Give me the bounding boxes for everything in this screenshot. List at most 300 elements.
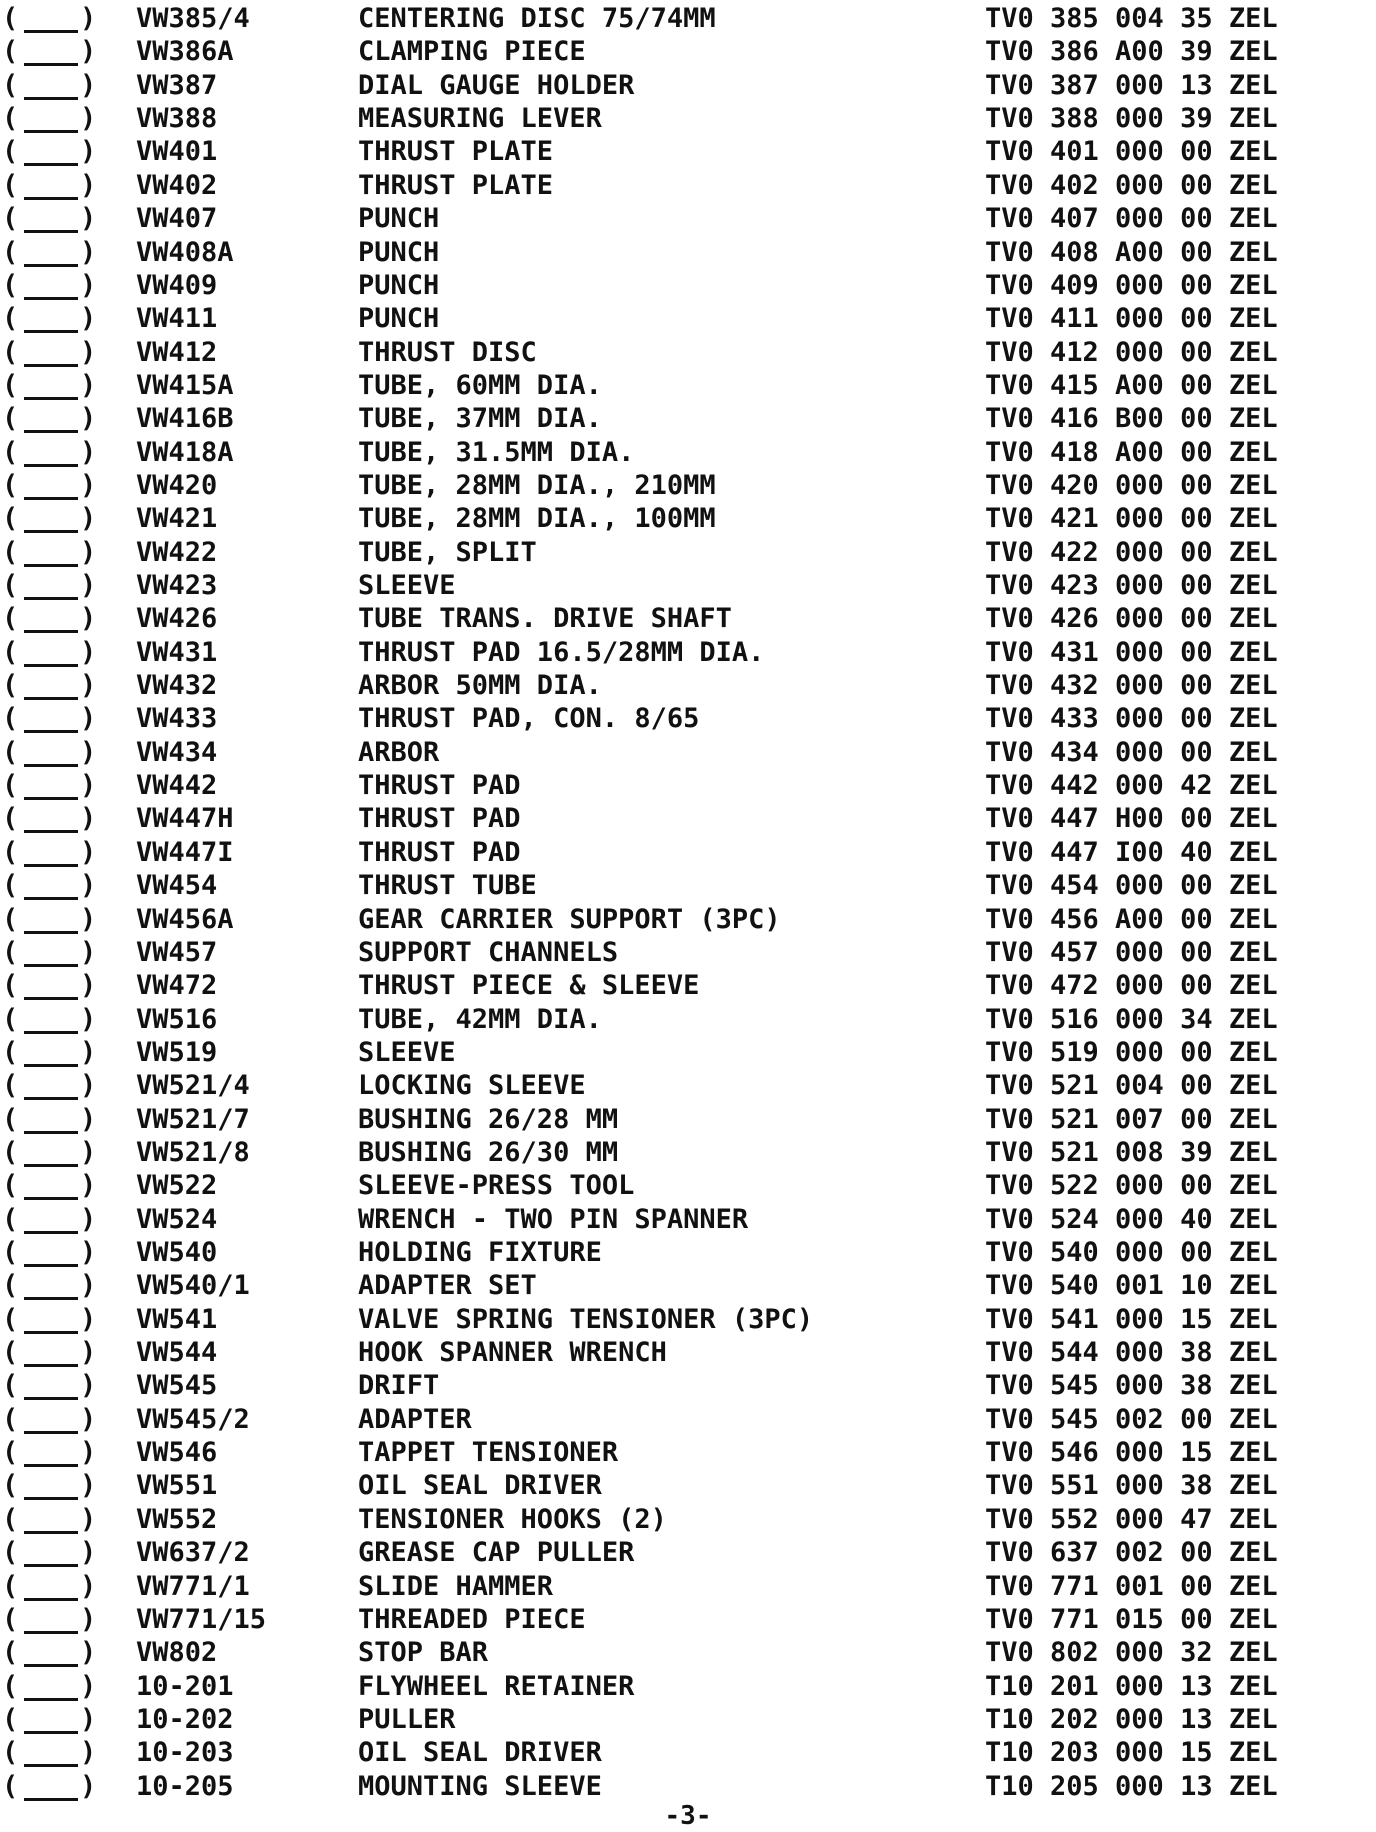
checkbox-line <box>24 1598 78 1601</box>
checkbox-open-paren: ( <box>2 1703 19 1735</box>
checkbox-blank[interactable] <box>2 1169 98 1202</box>
part-number: TV0 457 000 00 ZEL <box>985 936 1278 968</box>
table-row <box>0 836 1376 869</box>
tool-number: VW401 <box>136 136 218 168</box>
tool-number: VW546 <box>136 1437 218 1468</box>
table-row <box>0 1403 1376 1436</box>
checkbox-blank[interactable] <box>2 903 98 936</box>
part-number: TV0 472 000 00 ZEL <box>985 970 1278 1002</box>
part-number: TV0 771 001 00 ZEL <box>985 1570 1278 1602</box>
checkbox-blank[interactable] <box>2 1103 98 1136</box>
checkbox-close-paren: ) <box>80 503 97 535</box>
checkbox-close-paren: ) <box>80 69 97 101</box>
checkbox-open-paren: ( <box>2 69 19 101</box>
tool-description: GREASE CAP PULLER <box>358 1537 635 1569</box>
table-row <box>0 1136 1376 1169</box>
checkbox-open-paren: ( <box>2 1337 19 1368</box>
tool-description: TUBE, 42MM DIA. <box>358 1003 602 1035</box>
tool-number: VW447H <box>136 803 234 835</box>
table-row <box>0 1670 1376 1703</box>
tool-description: THRUST PLATE <box>358 136 554 168</box>
checkbox-blank[interactable] <box>2 1003 98 1036</box>
checkbox-close-paren: ) <box>80 1737 97 1769</box>
checkbox-blank[interactable] <box>2 1503 98 1536</box>
checkbox-line <box>24 1531 78 1534</box>
part-number: TV0 802 000 32 ZEL <box>985 1637 1278 1669</box>
checkbox-close-paren: ) <box>80 1503 97 1535</box>
checkbox-close-paren: ) <box>80 536 97 568</box>
tool-description: TUBE, 37MM DIA. <box>358 403 602 435</box>
checkbox-close-paren: ) <box>80 3 97 34</box>
checkbox-line <box>24 1564 78 1567</box>
checkbox-blank[interactable] <box>2 1469 98 1502</box>
table-row <box>0 1036 1376 1069</box>
part-number: TV0 416 B00 00 ZEL <box>985 403 1278 435</box>
tool-description: STOP BAR <box>358 1637 489 1669</box>
part-number: TV0 637 002 00 ZEL <box>985 1537 1278 1569</box>
checkbox-close-paren: ) <box>80 670 97 701</box>
checkbox-open-paren: ( <box>2 1437 19 1468</box>
checkbox-close-paren: ) <box>80 436 97 468</box>
part-number: TV0 456 A00 00 ZEL <box>985 903 1278 935</box>
checkbox-line <box>24 797 78 800</box>
tool-description: BUSHING 26/28 MM <box>358 1103 619 1135</box>
checkbox-line <box>24 931 78 934</box>
tool-description: WRENCH - TWO PIN SPANNER <box>358 1203 749 1235</box>
checkbox-close-paren: ) <box>80 303 97 335</box>
tool-description: PULLER <box>358 1703 456 1735</box>
checkbox-blank[interactable] <box>2 1636 98 1669</box>
checkbox-line <box>24 964 78 967</box>
checkbox-blank[interactable] <box>2 1703 98 1736</box>
checkbox-line <box>24 730 78 733</box>
checkbox-blank[interactable] <box>2 2 98 35</box>
tool-number: VW418A <box>136 436 234 468</box>
checkbox-open-paren: ( <box>2 1637 19 1669</box>
tool-number: VW423 <box>136 570 218 601</box>
part-number: TV0 408 A00 00 ZEL <box>985 236 1278 268</box>
checkbox-close-paren: ) <box>80 1403 97 1435</box>
part-number: TV0 522 000 00 ZEL <box>985 1170 1278 1202</box>
checkbox-blank[interactable] <box>2 1269 98 1302</box>
checkbox-open-paren: ( <box>2 1737 19 1769</box>
checkbox-line <box>24 197 78 200</box>
checkbox-close-paren: ) <box>80 570 97 601</box>
tool-description: ARBOR <box>358 736 440 768</box>
checkbox-open-paren: ( <box>2 970 19 1002</box>
tool-description: ADAPTER <box>358 1403 472 1435</box>
tool-description: SLIDE HAMMER <box>358 1570 554 1602</box>
checkbox-line <box>24 664 78 667</box>
checkbox-close-paren: ) <box>80 803 97 835</box>
checkbox-open-paren: ( <box>2 870 19 902</box>
checkbox-blank[interactable] <box>2 1369 98 1402</box>
part-number: TV0 422 000 00 ZEL <box>985 536 1278 568</box>
checkbox-blank[interactable] <box>2 1570 98 1603</box>
checkbox-line <box>24 1464 78 1467</box>
table-row <box>0 769 1376 802</box>
tool-number: VW432 <box>136 670 218 701</box>
checkbox-open-paren: ( <box>2 1603 19 1635</box>
checkbox-open-paren: ( <box>2 736 19 768</box>
tool-number: VW402 <box>136 169 218 201</box>
table-row <box>0 802 1376 835</box>
checkbox-blank[interactable] <box>2 1236 98 1269</box>
checkbox-blank[interactable] <box>2 1736 98 1769</box>
tool-description: THRUST PLATE <box>358 169 554 201</box>
checkbox-blank[interactable] <box>2 169 98 202</box>
table-row <box>0 1203 1376 1236</box>
tool-number: 10-202 <box>136 1703 234 1735</box>
checkbox-close-paren: ) <box>80 1170 97 1202</box>
table-row <box>0 736 1376 769</box>
checkbox-close-paren: ) <box>80 469 97 501</box>
checkbox-close-paren: ) <box>80 936 97 968</box>
part-number: TV0 434 000 00 ZEL <box>985 736 1278 768</box>
table-row <box>0 969 1376 1002</box>
part-number: TV0 552 000 47 ZEL <box>985 1503 1278 1535</box>
checkbox-close-paren: ) <box>80 236 97 268</box>
checkbox-blank[interactable] <box>2 269 98 302</box>
part-number: TV0 402 000 00 ZEL <box>985 169 1278 201</box>
tool-description: TUBE, 31.5MM DIA. <box>358 436 635 468</box>
tool-number: VW541 <box>136 1303 218 1335</box>
table-row <box>0 69 1376 102</box>
checkbox-close-paren: ) <box>80 970 97 1002</box>
checkbox-blank[interactable] <box>2 135 98 168</box>
table-row <box>0 1770 1376 1803</box>
tool-number: VW415A <box>136 369 234 401</box>
checkbox-blank[interactable] <box>2 602 98 635</box>
table-row <box>0 1570 1376 1603</box>
checkbox-open-paren: ( <box>2 1670 19 1702</box>
checkbox-blank[interactable] <box>2 302 98 335</box>
checkbox-close-paren: ) <box>80 770 97 802</box>
checkbox-blank[interactable] <box>2 569 98 602</box>
tool-number: VW447I <box>136 836 234 868</box>
checkbox-open-paren: ( <box>2 636 19 668</box>
checkbox-line <box>24 1364 78 1367</box>
checkbox-close-paren: ) <box>80 336 97 368</box>
table-row <box>0 1103 1376 1136</box>
checkbox-close-paren: ) <box>80 1370 97 1402</box>
checkbox-blank[interactable] <box>2 836 98 869</box>
part-number: TV0 540 000 00 ZEL <box>985 1237 1278 1268</box>
checkbox-blank[interactable] <box>2 1536 98 1569</box>
checkbox-blank[interactable] <box>2 1203 98 1236</box>
tool-number: VW545/2 <box>136 1403 250 1435</box>
checkbox-open-paren: ( <box>2 1070 19 1102</box>
checkbox-line <box>24 897 78 900</box>
checkbox-line <box>24 130 78 133</box>
part-number: TV0 544 000 38 ZEL <box>985 1337 1278 1368</box>
checkbox-close-paren: ) <box>80 1703 97 1735</box>
checkbox-open-paren: ( <box>2 369 19 401</box>
page-number: -3- <box>664 1801 712 1831</box>
checkbox-blank[interactable] <box>2 869 98 902</box>
checkbox-line <box>24 1497 78 1500</box>
checkbox-line <box>24 230 78 233</box>
checkbox-open-paren: ( <box>2 403 19 435</box>
table-row <box>0 1269 1376 1302</box>
part-number: TV0 447 H00 00 ZEL <box>985 803 1278 835</box>
checkbox-open-paren: ( <box>2 770 19 802</box>
checkbox-close-paren: ) <box>80 736 97 768</box>
tool-description: ADAPTER SET <box>358 1270 537 1302</box>
checkbox-open-paren: ( <box>2 603 19 635</box>
checkbox-blank[interactable] <box>2 1069 98 1102</box>
checkbox-close-paren: ) <box>80 36 97 68</box>
table-row <box>0 869 1376 902</box>
table-row <box>0 702 1376 735</box>
checkbox-line <box>24 564 78 567</box>
table-row <box>0 236 1376 269</box>
checkbox-close-paren: ) <box>80 369 97 401</box>
tool-number: VW551 <box>136 1470 218 1502</box>
checkbox-open-paren: ( <box>2 1303 19 1335</box>
checkbox-open-paren: ( <box>2 703 19 735</box>
checkbox-blank[interactable] <box>2 702 98 735</box>
checkbox-line <box>24 1698 78 1701</box>
checkbox-blank[interactable] <box>2 502 98 535</box>
table-row <box>0 269 1376 302</box>
checkbox-open-paren: ( <box>2 1170 19 1202</box>
table-row <box>0 636 1376 669</box>
checkbox-blank[interactable] <box>2 469 98 502</box>
table-row <box>0 402 1376 435</box>
checkbox-line <box>24 330 78 333</box>
part-number: TV0 541 000 15 ZEL <box>985 1303 1278 1335</box>
tool-description: ARBOR 50MM DIA. <box>358 670 602 701</box>
tool-description: PUNCH <box>358 203 440 235</box>
checkbox-blank[interactable] <box>2 969 98 1002</box>
checkbox-blank[interactable] <box>2 769 98 802</box>
tool-number: VW416B <box>136 403 234 435</box>
table-row <box>0 1436 1376 1469</box>
checkbox-blank[interactable] <box>2 35 98 68</box>
table-row <box>0 1736 1376 1769</box>
tool-number: VW516 <box>136 1003 218 1035</box>
table-row <box>0 35 1376 68</box>
checkbox-open-paren: ( <box>2 436 19 468</box>
checkbox-close-paren: ) <box>80 1337 97 1368</box>
checkbox-line <box>24 1731 78 1734</box>
part-number: TV0 388 000 39 ZEL <box>985 103 1278 135</box>
tool-number: VW771/1 <box>136 1570 250 1602</box>
part-number: TV0 420 000 00 ZEL <box>985 469 1278 501</box>
checkbox-blank[interactable] <box>2 636 98 669</box>
checkbox-close-paren: ) <box>80 169 97 201</box>
tool-number: VW387 <box>136 69 218 101</box>
tool-number: VW524 <box>136 1203 218 1235</box>
table-row <box>0 1536 1376 1569</box>
checkbox-line <box>24 430 78 433</box>
checkbox-blank[interactable] <box>2 1403 98 1436</box>
checkbox-blank[interactable] <box>2 736 98 769</box>
tool-number: VW771/15 <box>136 1603 267 1635</box>
part-number: TV0 519 000 00 ZEL <box>985 1036 1278 1068</box>
part-number: TV0 545 000 38 ZEL <box>985 1370 1278 1402</box>
checkbox-blank[interactable] <box>2 1436 98 1469</box>
table-row <box>0 1369 1376 1402</box>
checkbox-blank[interactable] <box>2 802 98 835</box>
checkbox-open-paren: ( <box>2 269 19 301</box>
tool-description: CENTERING DISC 75/74MM <box>358 3 716 34</box>
table-row <box>0 936 1376 969</box>
checkbox-close-paren: ) <box>80 1103 97 1135</box>
checkbox-line <box>24 464 78 467</box>
part-number: TV0 418 A00 00 ZEL <box>985 436 1278 468</box>
checkbox-line <box>24 830 78 833</box>
part-number: TV0 385 004 35 ZEL <box>985 3 1278 34</box>
checkbox-line <box>24 30 78 33</box>
part-number: TV0 516 000 34 ZEL <box>985 1003 1278 1035</box>
part-number: TV0 387 000 13 ZEL <box>985 69 1278 101</box>
part-number: TV0 426 000 00 ZEL <box>985 603 1278 635</box>
checkbox-blank[interactable] <box>2 1336 98 1369</box>
checkbox-close-paren: ) <box>80 1537 97 1569</box>
checkbox-blank[interactable] <box>2 236 98 269</box>
table-row <box>0 1636 1376 1669</box>
checkbox-blank[interactable] <box>2 1770 98 1803</box>
part-number: T10 205 000 13 ZEL <box>985 1770 1278 1802</box>
checkbox-open-paren: ( <box>2 303 19 335</box>
tool-description: SUPPORT CHANNELS <box>358 936 619 968</box>
table-row <box>0 569 1376 602</box>
part-number: TV0 421 000 00 ZEL <box>985 503 1278 535</box>
tool-description: THRUST PAD <box>358 770 521 802</box>
checkbox-blank[interactable] <box>2 369 98 402</box>
checkbox-blank[interactable] <box>2 1136 98 1169</box>
table-row <box>0 469 1376 502</box>
checkbox-close-paren: ) <box>80 1437 97 1468</box>
tool-description: TUBE, 28MM DIA., 100MM <box>358 503 716 535</box>
checkbox-blank[interactable] <box>2 1603 98 1636</box>
checkbox-open-paren: ( <box>2 836 19 868</box>
tool-description: THRUST DISC <box>358 336 537 368</box>
tool-number: VW545 <box>136 1370 218 1402</box>
checkbox-open-paren: ( <box>2 236 19 268</box>
tool-description: VALVE SPRING TENSIONER (3PC) <box>358 1303 814 1335</box>
checkbox-open-paren: ( <box>2 203 19 235</box>
checkbox-blank[interactable] <box>2 436 98 469</box>
table-row <box>0 1603 1376 1636</box>
table-row <box>0 102 1376 135</box>
checkbox-close-paren: ) <box>80 1670 97 1702</box>
checkbox-line <box>24 1097 78 1100</box>
checkbox-close-paren: ) <box>80 1570 97 1602</box>
table-row <box>0 1469 1376 1502</box>
checkbox-close-paren: ) <box>80 1136 97 1168</box>
tool-number: VW521/7 <box>136 1103 250 1135</box>
table-row <box>0 336 1376 369</box>
tool-number: VW522 <box>136 1170 218 1202</box>
part-number: TV0 409 000 00 ZEL <box>985 269 1278 301</box>
checkbox-close-paren: ) <box>80 1770 97 1802</box>
part-number: TV0 521 004 00 ZEL <box>985 1070 1278 1102</box>
part-number: T10 201 000 13 ZEL <box>985 1670 1278 1702</box>
tool-number: VW802 <box>136 1637 218 1669</box>
checkbox-line <box>24 864 78 867</box>
checkbox-open-paren: ( <box>2 803 19 835</box>
checkbox-line <box>24 1264 78 1267</box>
table-row <box>0 903 1376 936</box>
tool-description: SLEEVE-PRESS TOOL <box>358 1170 635 1202</box>
checkbox-close-paren: ) <box>80 103 97 135</box>
checkbox-line <box>24 1664 78 1667</box>
checkbox-close-paren: ) <box>80 1270 97 1302</box>
tool-number: VW442 <box>136 770 218 802</box>
checkbox-close-paren: ) <box>80 1470 97 1502</box>
tool-number: VW407 <box>136 203 218 235</box>
checkbox-blank[interactable] <box>2 336 98 369</box>
checkbox-blank[interactable] <box>2 102 98 135</box>
tool-number: VW540/1 <box>136 1270 250 1302</box>
tool-number: 10-205 <box>136 1770 234 1802</box>
part-number: TV0 386 A00 39 ZEL <box>985 36 1278 68</box>
tool-description: HOLDING FIXTURE <box>358 1237 602 1268</box>
checkbox-close-paren: ) <box>80 903 97 935</box>
tool-description: LOCKING SLEEVE <box>358 1070 586 1102</box>
checkbox-close-paren: ) <box>80 269 97 301</box>
checkbox-line <box>24 1297 78 1300</box>
tool-description: TUBE TRANS. DRIVE SHAFT <box>358 603 732 635</box>
tool-number: VW454 <box>136 870 218 902</box>
table-row <box>0 169 1376 202</box>
table-row <box>0 369 1376 402</box>
table-row <box>0 669 1376 702</box>
checkbox-blank[interactable] <box>2 202 98 235</box>
tool-number: VW412 <box>136 336 218 368</box>
part-number: TV0 442 000 42 ZEL <box>985 770 1278 802</box>
checkbox-blank[interactable] <box>2 1670 98 1703</box>
tool-description: PUNCH <box>358 269 440 301</box>
tool-description: THRUST TUBE <box>358 870 537 902</box>
checkbox-blank[interactable] <box>2 669 98 702</box>
checkbox-line <box>24 297 78 300</box>
tool-description: PUNCH <box>358 303 440 335</box>
checkbox-close-paren: ) <box>80 1637 97 1669</box>
part-number: TV0 411 000 00 ZEL <box>985 303 1278 335</box>
part-number: T10 203 000 15 ZEL <box>985 1737 1278 1769</box>
tool-number: VW431 <box>136 636 218 668</box>
checkbox-open-paren: ( <box>2 1370 19 1402</box>
part-number: TV0 432 000 00 ZEL <box>985 670 1278 701</box>
checkbox-blank[interactable] <box>2 69 98 102</box>
tool-description: HOOK SPANNER WRENCH <box>358 1337 667 1368</box>
part-number: TV0 401 000 00 ZEL <box>985 136 1278 168</box>
tool-number: VW386A <box>136 36 234 68</box>
tool-description: TUBE, SPLIT <box>358 536 537 568</box>
table-row <box>0 2 1376 35</box>
checkbox-line <box>24 997 78 1000</box>
checkbox-open-paren: ( <box>2 1537 19 1569</box>
tool-description: MEASURING LEVER <box>358 103 602 135</box>
checkbox-blank[interactable] <box>2 1303 98 1336</box>
checkbox-blank[interactable] <box>2 1036 98 1069</box>
checkbox-blank[interactable] <box>2 936 98 969</box>
checkbox-open-paren: ( <box>2 1103 19 1135</box>
checkbox-blank[interactable] <box>2 536 98 569</box>
checkbox-line <box>24 163 78 166</box>
checkbox-line <box>24 97 78 100</box>
part-number: TV0 447 I00 40 ZEL <box>985 836 1278 868</box>
checkbox-close-paren: ) <box>80 1003 97 1035</box>
part-number: TV0 771 015 00 ZEL <box>985 1603 1278 1635</box>
checkbox-close-paren: ) <box>80 836 97 868</box>
checkbox-open-paren: ( <box>2 936 19 968</box>
checkbox-blank[interactable] <box>2 402 98 435</box>
